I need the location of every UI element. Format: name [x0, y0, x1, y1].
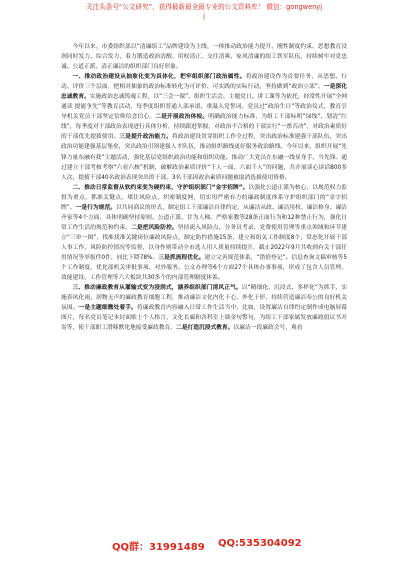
qq-contact-number: QQ:535304092 — [218, 538, 302, 549]
body-text: 明确政治能力标准，为组工干部标明“绿线”、划清“红线”，每季度对干部政治表现进行具体分析，持续跟进掌握，对政治不合格的干部实行“一票否决”，对政治素质好的干部优先提拔使用。 — [61, 114, 347, 141]
paragraph — [61, 72, 347, 183]
bold-heading-text: 二是开展政治体检。 — [155, 114, 209, 121]
body-text: 将政治建设作为首要任务，从思想、行动、评价三个层面，把相对抽象的政治标准转化为可评价、可实践的实际行动，坚持做到“政治立部”。 — [61, 74, 347, 91]
header-banner — [0, 0, 408, 38]
bold-heading-text: 三、推动廉政教育从灌输式变为浸润式，涵养组织部门清风正气。 — [72, 285, 242, 292]
bold-heading-text: 一、推动政治建设从抽象化变为具体化，把牢组织部门政治属性。 — [72, 74, 246, 81]
document-body — [61, 42, 347, 532]
paragraph — [61, 183, 347, 283]
bold-heading-text: 三是抓流程优化。 — [158, 254, 205, 261]
body-text: 以“精细化、沉浸式、多样化”为抓手，实施春风化雨、润物无声的廉政教育细胞工程，推动廉洁文化内化于心、外化于形，持续营造廉洁奉公的良好机关氛围。 — [61, 285, 347, 312]
bold-heading-text: 三是提升政治能力。 — [119, 134, 172, 141]
bold-heading-text: 二是把风险防控。 — [131, 224, 178, 231]
body-text: 建立完善规范体系，“错情登记”、信息查询文稿审核等5个工作制度，优化部机关审批事项、对外服务、公文办理等6个方面27个具体办事事项，形成了包含人员管理、效能建设、工作管理等六大板块共30多个的内部管理制度体系。 — [61, 254, 347, 282]
paragraph — [61, 42, 347, 72]
banner-text-continued: j — [203, 12, 205, 20]
qq-group-number: QQ群：31991489 — [112, 542, 205, 553]
banner-text: 关注头条号“公文研究”，获得最新最全最专业的公文资料库！ 微信：gongwenyj — [85, 3, 323, 11]
body-text: 实施政治忠诚铸魂工程，以“三会一课”、组织生活会、主题党日、讲工课等为依托，经常性开展“全网通读 提能争先”等教育活动，每季度组织普通人部承诺、重温入党誓词、党员过“政治生日”等政治仪式，教育引导机关党员干部坚定信仰信念信心。 — [61, 94, 347, 121]
body-text: 坚持流入风险点、分务员考录、党费使用管理等重点领域和环节建立“三单一图”，找准找准关键岗位廉政风险点，制定防控措施15条，建立和组关工作制度8个，常态化开展干部人事工作、风险防控情况等监督，以身作则带动全市选人用人质量持续提升，截止2022年9月共收到有关干部任用情况等举报件0件，同比下降78%。 — [61, 224, 347, 261]
body-text: 今年以来，市委组织部以“清廉组工”品牌建设为主线，一体推动政治能力提升、刚性制度约束、思想教育浸润同时发力、综合发力，着力锻造政治清醒、用权清正、交往清爽、家风清廉的组工铁军队伍，持续树牢对党忠诚、公道正派、清正廉洁的组织部门良好形象。 — [61, 44, 347, 71]
footer-contact — [0, 538, 408, 554]
paragraph — [61, 283, 347, 333]
bold-heading-text: 二是打造沉浸式教育。 — [176, 325, 234, 332]
bold-heading-text: 一是行为规范。 — [75, 204, 116, 211]
body-text: 以共同商议的形式，制定组工干部廉洁自律约定，从廉洁从政、廉洁用权、廉洁修身、廉洁齐家等4个方面，具体明确坚持原则、公道正派、甘为人梯、严格家教等28条正面行为和12种禁止行为，强化日常工作生活的规范和约束。 — [61, 204, 347, 231]
body-text: 以强化公道正派为核心，以规范权力监督为重点，抓准关键点，堵住风险点，织密制度网，切实用严密有力的廉政制度体系守护组织部门的“金字招牌”。 — [61, 184, 347, 211]
bold-heading-text: 一是深化忠诚教育。 — [61, 84, 347, 101]
body-text: 以廉洁一段廉政会号，观看 — [233, 325, 303, 332]
body-text: 将廉政教育内容融入日常工作生活当中。比如，设置廉洁自律约定制作成电脑屏幕图片，每名党员笔记本封面贴上个人格言，文化长廊和各科室上墙金句警句，为组工干部家属发放廉政倡议书并寄等，使干部职工潜移默化地接受廉政教育。 — [61, 305, 347, 332]
bold-heading-text: 二、推动日常监督从软约束变为硬约束，守护组织部门“金字招牌”。 — [72, 184, 249, 191]
bold-heading-text: 一是主题细微处着手。 — [78, 305, 137, 312]
body-text: 将政治建设贯穿组织工作全过程，突出政治标准建强干部队伍，突出政治功能建强基层堡垒，突出政治引领建强人才队伍，推动组织路线更好服务政治路线。今年以来，组织开展“先锋力量东融有我”主题活动，强化基层党组织政治功能和组织功能。推动广大党员在东融一线显身手、当先锋。通过建立干部考核考察“六看六核”机制，破解政治素质评价“千人一面、六面千人”的问题，共开展谈心谈话800多人次，提拔干部40名政治表现突出的干部，3名干部因政治素质问题被取消选拔使用资格。 — [61, 134, 347, 181]
